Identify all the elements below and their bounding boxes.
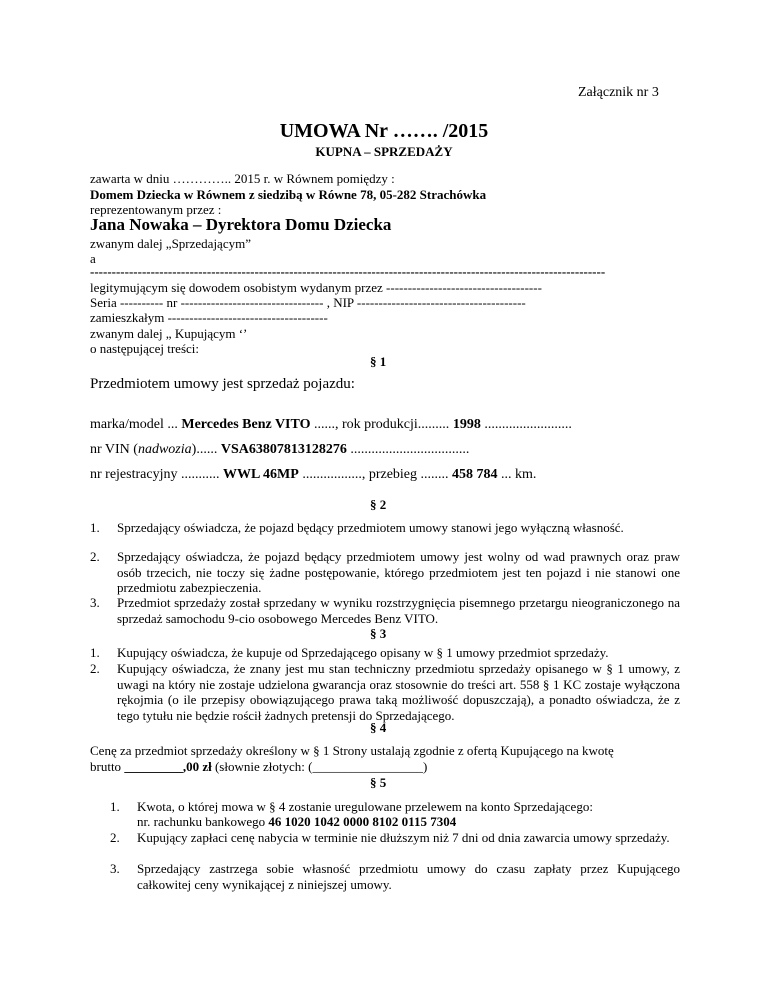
registration-line [90, 467, 536, 483]
s4-price-blank: _________ [124, 759, 183, 774]
s4-price-amount-line [90, 759, 427, 775]
s5-account-number: 46 1020 1042 0000 8102 0115 7304 [268, 814, 457, 829]
intro-represented: reprezentowanym przez : [90, 202, 222, 217]
s4-price-suffix: ,00 zł [182, 759, 212, 774]
intro-line-date: zawarta w dniu ………….. 2015 r. w Równem pomiędzy : [90, 171, 395, 186]
s4-words-blank: _________________ [312, 759, 423, 774]
mileage-value: 458 784 [452, 467, 498, 482]
model-value: Mercedes Benz VITO [181, 417, 311, 432]
vin-line [90, 442, 469, 458]
intro-and: a [90, 251, 96, 266]
intro-following: o następującej treści: [90, 341, 200, 356]
intro-seller-name: Domem Dziecka w Równem z siedzibą w Równe 78, 05-282 Strachówka [90, 187, 487, 202]
s4-words-close: ) [422, 759, 428, 774]
intro-id-line [90, 280, 680, 296]
section-5-heading: § 5 [370, 775, 387, 790]
s2-item-1-text: Sprzedający oświadcza, że pojazd będący przedmiotem umowy stanowi jego wyłączną własność. [117, 520, 624, 535]
s3-item-2-text: Kupujący oświadcza, że znany jest mu stan techniczny przedmiotu sprzedaży opisanego w § 1 umowy, z uwagi na który nie zostaje udzielona gwarancja oraz stosownie do treści art. 558 § 1 KC zostaje wyłączona rękojmia (o ile przepisy obowiązującego prawa taką możliwość dopuszczają), a ponadto oświadcza, że z tego tytułu nie będzie rościł żadnych pretensji do Sprzedającego. [117, 661, 680, 723]
s4-words-label: (słownie złotych: ( [211, 759, 313, 774]
section-2-heading: § 2 [370, 497, 387, 512]
s3-item-1-num: 1. [90, 645, 100, 660]
section-1-subject: Przedmiotem umowy jest sprzedaż pojazdu: [90, 376, 355, 392]
registration-mid: ................., przebieg ........ [298, 467, 453, 482]
s4-brutto-label: brutto [90, 759, 125, 774]
s3-item-2-num: 2. [90, 661, 100, 676]
s5-item-3-num: 3. [110, 861, 120, 876]
s5-item-2-num: 2. [110, 830, 120, 845]
vin-label-2: )...... [191, 442, 221, 457]
intro-dash-line: ----------------------------------------------------------------------------------------------------------------------- [90, 264, 606, 279]
s5-item-3-text: Sprzedający zastrzega sobie własność przedmiotu umowy do czasu zapłaty przez Kupującego całkowitej ceny wynikającej z niniejszej umowy. [137, 861, 680, 892]
vin-end: .................................. [346, 442, 470, 457]
intro-buyer-alias: zwanym dalej „ Kupującym ‘’ [90, 326, 248, 341]
section-1-heading: § 1 [370, 354, 387, 369]
s5-account-line [137, 814, 456, 830]
attachment-label: Załącznik nr 3 [578, 85, 659, 100]
intro-seria-line: Seria ---------- nr --------------------------------- , NIP --------------------------------------- [90, 295, 526, 310]
model-label: marka/model ... [90, 417, 182, 432]
registration-label: nr rejestracyjny ........... [90, 467, 223, 482]
section-3-heading: § 3 [370, 626, 387, 641]
model-end: ......................... [480, 417, 572, 432]
vehicle-model-line [90, 417, 572, 433]
vin-value: VSA63807813128276 [220, 442, 347, 457]
s5-item-1-text: Kwota, o której mowa w § 4 zostanie uregulowane przelewem na konto Sprzedającego: [137, 799, 593, 814]
vin-label: nr VIN ( [90, 442, 138, 457]
s2-item-3-text: Przedmiot sprzedaży został sprzedany w wyniku rozstrzygnięcia pisemnego przetargu nieograniczonego na sprzedaż samochodu 9-cio osobowego Mercedes Benz VITO. [117, 595, 680, 626]
s2-item-2-text: Sprzedający oświadcza, że pojazd będący przedmiotem umowy jest wolny od wad prawnych oraz praw osób trzecich, nie toczy się żadne postępowanie, którego przedmiotem jest ten pojazd i nie stanowi one przedmiotu zabezpieczenia. [117, 549, 680, 595]
intro-id-text: legitymującym się dowodem osobistym wydanym przez ------------------------------------ [90, 280, 542, 295]
registration-value: WWL 46MP [222, 467, 299, 482]
s5-account-label: nr. rachunku bankowego [137, 814, 269, 829]
vin-label-italic: nadwozia [137, 442, 192, 457]
s3-item-1-text: Kupujący oświadcza, że kupuje od Sprzedającego opisany w § 1 umowy przedmiot sprzedaży. [117, 645, 609, 660]
s2-item-3-num: 3. [90, 595, 100, 610]
contract-subtitle: KUPNA – SPRZEDAŻY [315, 144, 453, 159]
intro-address-line: zamieszkałym ------------------------------------- [90, 310, 328, 325]
intro-representative: Jana Nowaka – Dyrektora Domu Dziecka [90, 215, 392, 234]
model-mid: ......, rok produkcji......... [310, 417, 453, 432]
s5-item-2-text: Kupujący zapłaci cenę nabycia w terminie nie dłuższym niż 7 dni od dnia zawarcia umowy sprzedaży. [137, 830, 670, 845]
s2-item-2-num: 2. [90, 549, 100, 564]
section-4-heading: § 4 [370, 720, 387, 735]
s5-item-1-num: 1. [110, 799, 120, 814]
s4-price-line: Cenę za przedmiot sprzedaży określony w § 1 Strony ustalają zgodnie z ofertą Kupującego na kwotę [90, 743, 614, 758]
s2-item-1-num: 1. [90, 520, 100, 535]
mileage-end: ... km. [497, 467, 537, 482]
year-value: 1998 [452, 417, 481, 432]
contract-title: UMOWA Nr ……. /2015 [279, 120, 489, 142]
intro-seller-alias: zwanym dalej „Sprzedającym” [90, 236, 251, 251]
